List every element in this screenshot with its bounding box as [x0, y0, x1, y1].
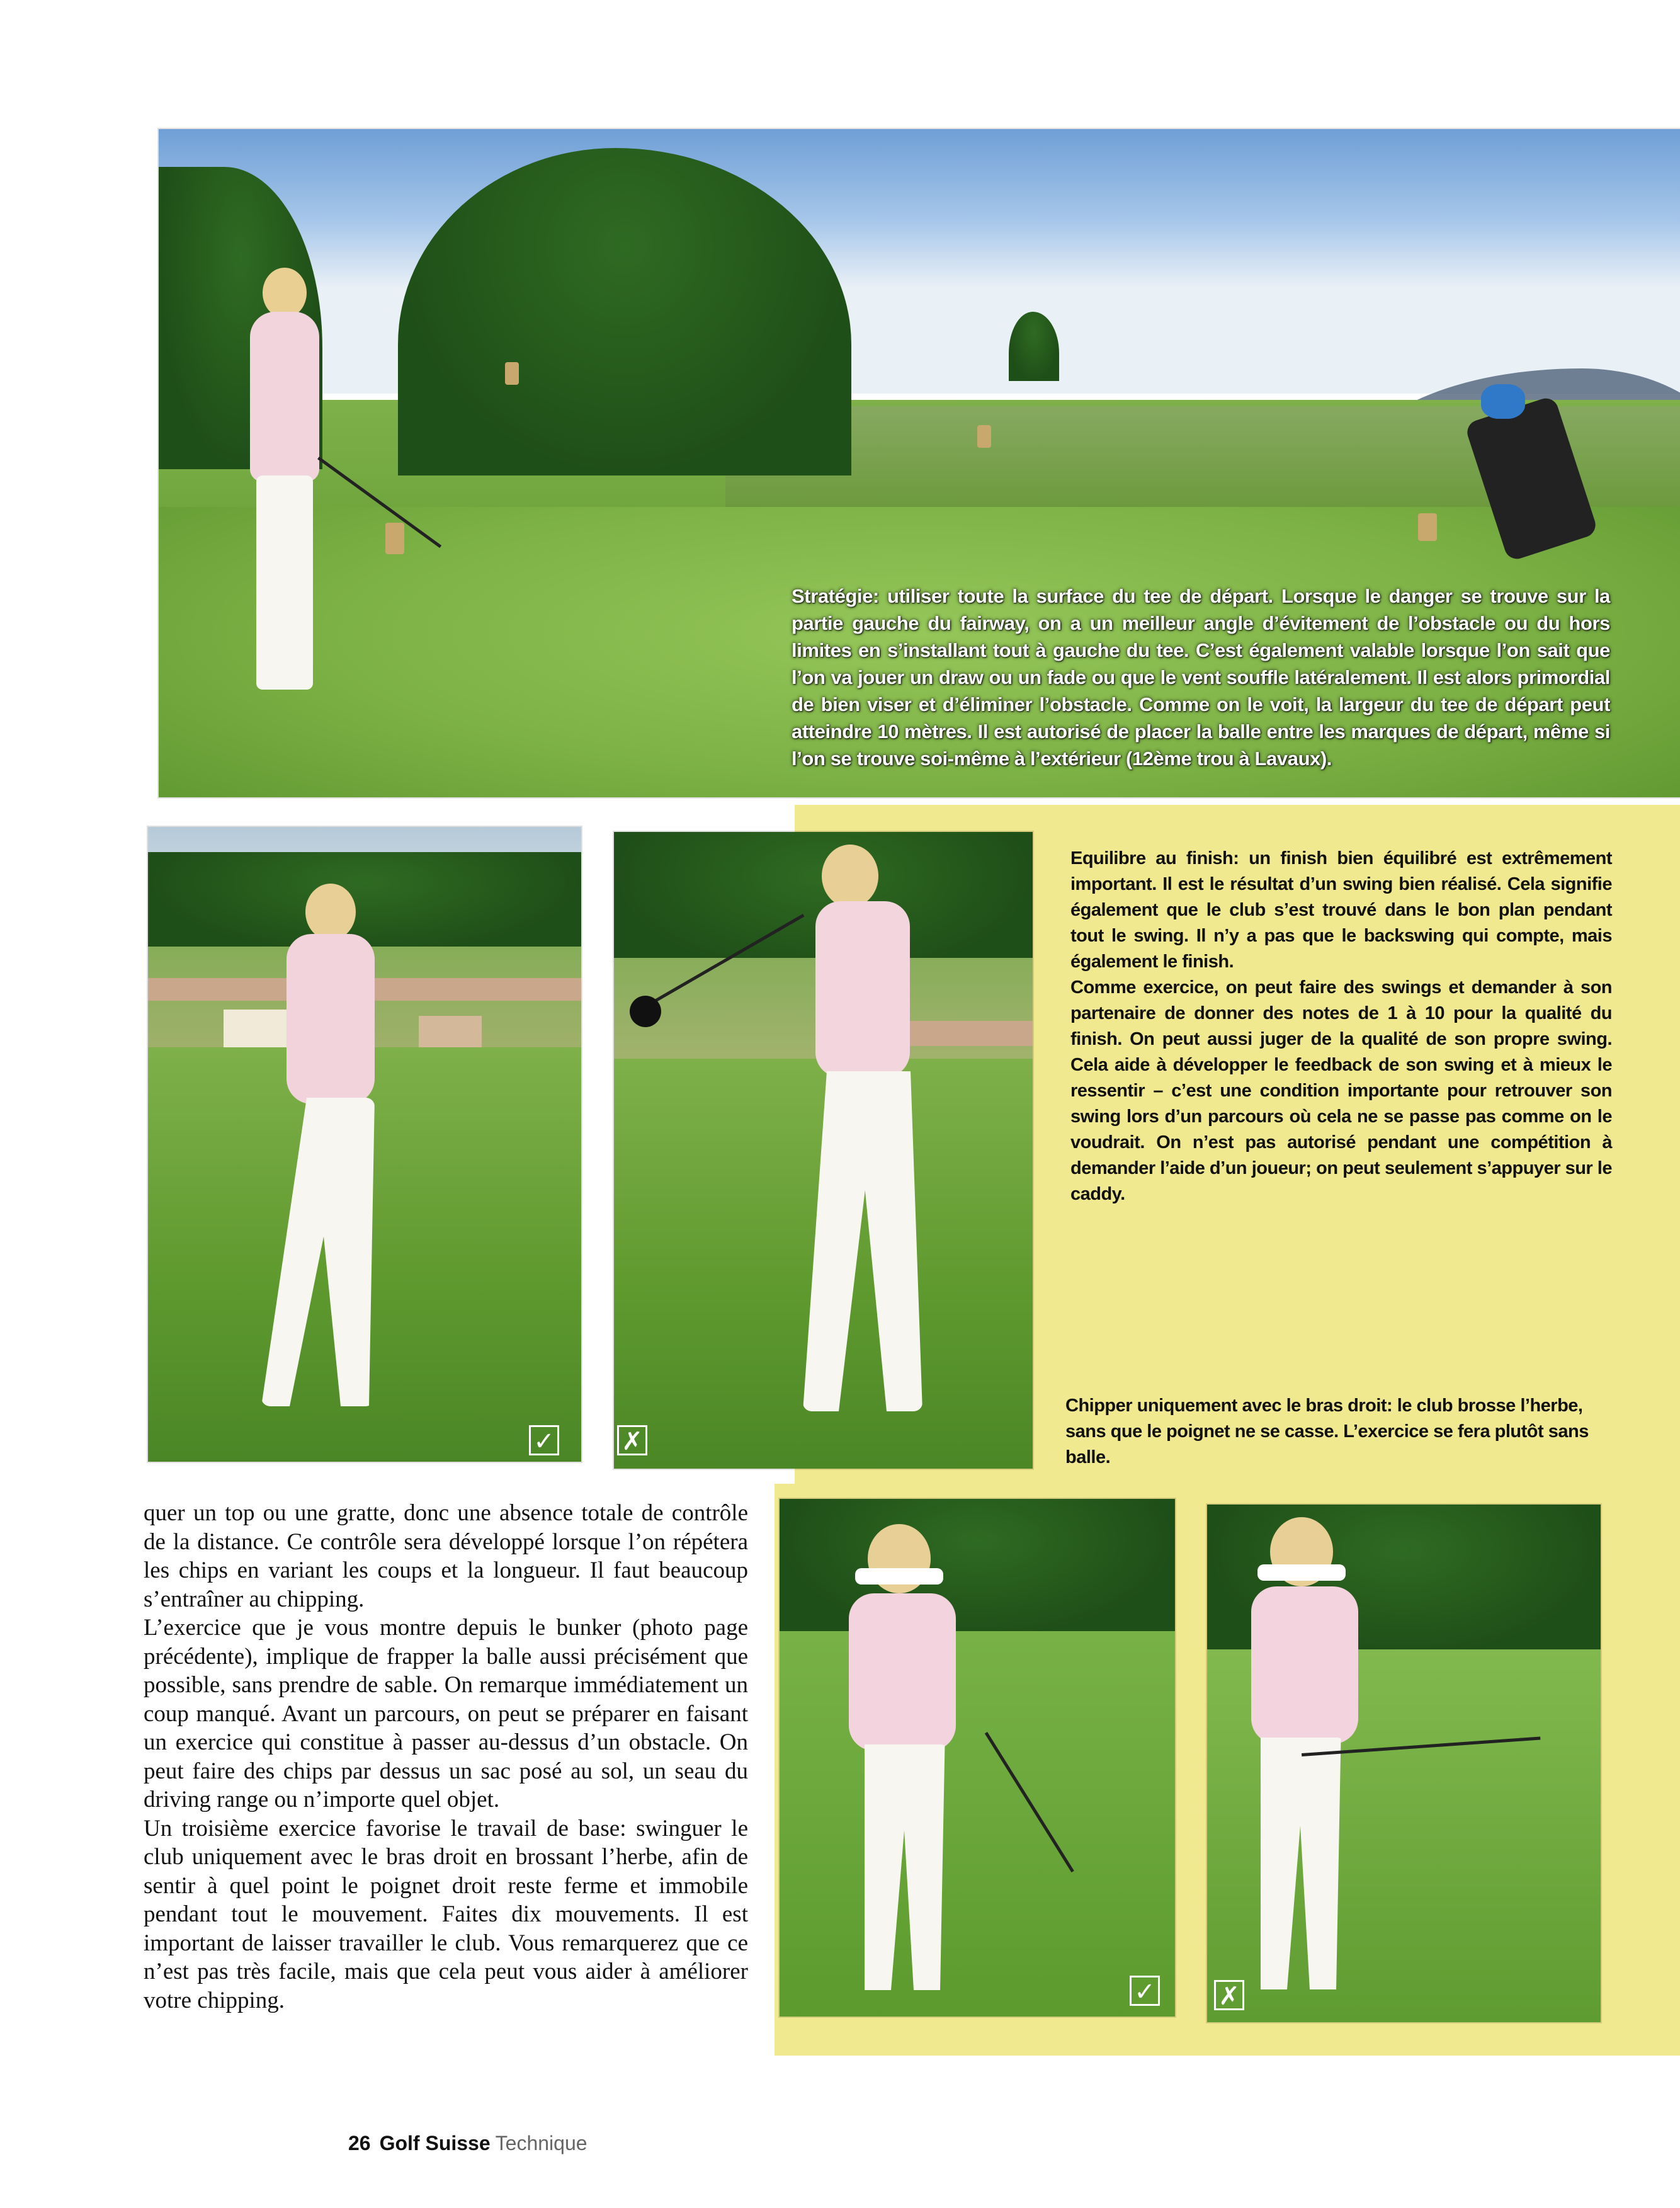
finish-photo-bad [614, 832, 1033, 1469]
check-mark-icon: ✓ [1130, 1976, 1160, 2006]
article-body: quer un top ou une gratte, donc une absence totale de contrôle de la distance. Ce contrôle sera développé lorsque l’on répétera les chips en variant les coups et la longueur. Il faut beaucoup s’entraîner au chipping. L’exercice que je vous montre depuis le bunker (photo page précédente), implique de frapper la balle aussi précisément que possible, sans prendre de sable. On remarque immédiatement un coup manqué. Avant un parcours, on peut se préparer en faisant un exercice qui constitue à passer au-dessus d’un obstacle. On peut faire des chips par dessus un sac posé au sol, un seau du driving range ou n’importe quel objet. Un troisième exercice favorise le travail de base: swinguer le club uniquement avec le bras droit en brossant l’herbe, afin de sentir à quel point le poignet droit reste ferme et immobile pendant tout le mouvement. Faites dix mouvements. Il est important de laisser travailler le club. Vous remarquerez que ce n’est pas très facile, mais que cela peut vous aider à améliorer votre chipping. [144, 1500, 748, 2013]
check-mark-icon: ✓ [529, 1425, 559, 1455]
tee-photo [159, 129, 1680, 797]
cross-mark-icon: ✗ [1214, 1980, 1244, 2010]
chip-photo-good [780, 1499, 1175, 2017]
chip-caption: Chipper uniquement avec le bras droit: le club brosse l’herbe, sans que le poignet ne se casse. L’exercice se fera plutôt sans balle. [1065, 1396, 1589, 1467]
finish-photo-good [148, 827, 581, 1462]
finish-caption: Equilibre au finish: un finish bien équilibré est extrêmement important. Il est le résultat d’un swing bien réalisé. Cela signifie également que le club s’est trouvé dans le bon plan pendant tout le swing. Il n’y a pas que le backswing qui compte, mais également le finish. Comme exercice, on peut faire des swings et demander à son partenaire de donner des notes de 1 à 10 pour la qualité du finish. On peut aussi juger de la qualité de son propre swing. Cela aide à développer le feedback de son swing et à mieux le ressentir – c’est une condition importante pour retrouver son swing lors d’un parcours où cela ne se passe pas comme on le voudrait. On n’est pas autorisé pendant une compétition à demander l’aide d’un joueur; on peut seulement s’appuyer sur le caddy. [1070, 848, 1612, 1204]
cross-mark-icon: ✗ [617, 1425, 647, 1455]
chip-photo-bad [1207, 1505, 1601, 2022]
section-name: Technique [495, 2132, 587, 2154]
tee-caption: Stratégie: utiliser toute la surface du tee de départ. Lorsque le danger se trouve sur la partie gauche du fairway, on a un meilleur angle d’évitement de l’obstacle ou du hors limites en s’installant tout à gauche du tee. C’est également valable lorsque l’on sait que l’on va jouer un draw ou un fade ou que le vent souffle latéralement. Il est alors primordial de bien viser et d’éliminer l’obstacle. Comme on le voit, la largeur du tee de départ peut atteindre 10 mètres. Il est autorisé de placer la balle entre les marques de départ, même si l’on se trouve soi-même à l’extérieur (12ème trou à Lavaux). [792, 585, 1610, 770]
magazine-name: Golf Suisse [379, 2132, 491, 2154]
page-footer [348, 2132, 587, 2155]
page-number: 26 [348, 2132, 371, 2154]
